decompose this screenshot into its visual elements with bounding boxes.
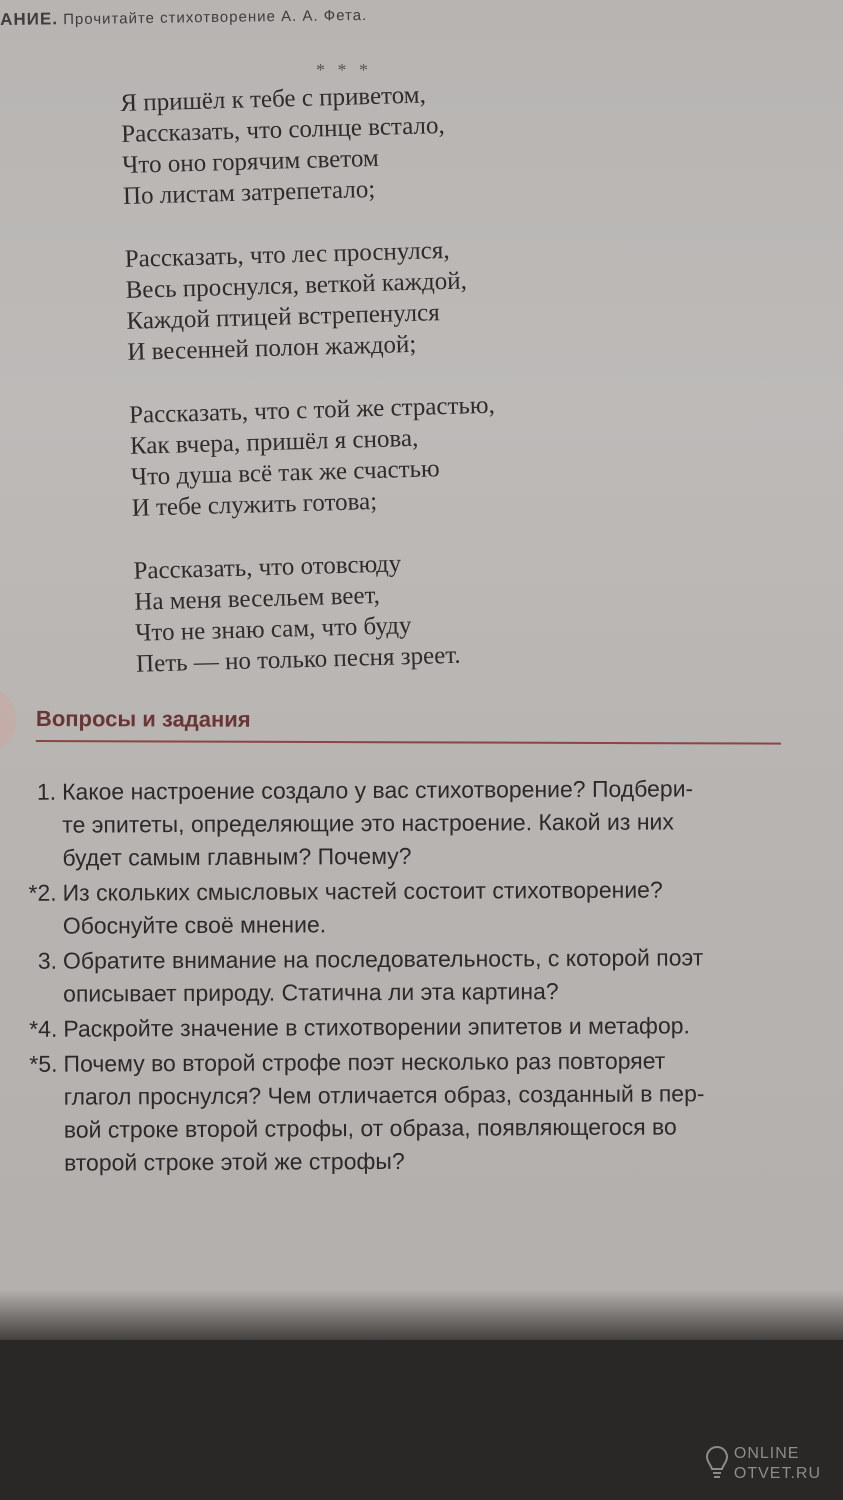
question-number: 3.	[37, 947, 58, 974]
poem-line: И тебе служить готова;	[131, 487, 378, 522]
question-line: Обоснуйте своё мнение.	[62, 911, 327, 939]
question-line: Обратите внимание на последовательность, с которой поэт	[62, 944, 704, 974]
task-header-prefix: АНИЕ.	[0, 9, 59, 29]
question-line: глагол проснулся? Чем отличается образ, созданный в пер-	[63, 1080, 705, 1110]
question-item	[1, 1044, 822, 1180]
poem-stanza	[129, 385, 652, 523]
poem	[120, 73, 657, 711]
page-edge-shadow	[0, 1290, 843, 1340]
poem-stars: * * *	[316, 60, 372, 80]
poem-line: Что душа всё так же счастью	[130, 455, 441, 491]
question-line: описывает природу. Статична ли эта картина?	[63, 978, 559, 1007]
question-line: будет самым главным? Почему?	[62, 842, 412, 871]
poem-line: И весенней полон жаждой;	[127, 330, 417, 366]
poem-line: На меня весельем веет,	[133, 581, 381, 616]
poem-line: Петь — но только песня зреет.	[135, 641, 461, 678]
poem-line: Рассказать, что лес проснулся,	[124, 236, 450, 273]
question-line: второй строке этой же строфы?	[63, 1147, 405, 1176]
lightbulb-icon	[706, 1445, 728, 1483]
question-line: Раскройте значение в стихотворении эпитетов и метафор.	[63, 1012, 690, 1042]
poem-line: Что не знаю сам, что буду	[134, 612, 412, 647]
question-item	[1, 941, 821, 1011]
poem-stanza	[133, 541, 656, 679]
poem-stanza	[120, 73, 643, 211]
question-item	[0, 772, 821, 875]
question-line: вой строке второй строфы, от образа, появляющегося во	[63, 1113, 677, 1143]
question-line: Почему во второй строфе поэт несколько раз повторяет	[63, 1047, 666, 1077]
poem-line: Рассказать, что отовсюду	[133, 550, 402, 585]
question-line: Из скольких смысловых частей состоит стихотворение?	[62, 876, 663, 906]
poem-line: По листам затрепетало;	[122, 175, 376, 210]
task-header	[0, 5, 367, 30]
question-number: *2.	[28, 879, 57, 906]
question-item	[1, 1009, 821, 1046]
section-title: Вопросы и задания	[36, 706, 781, 745]
poem-line: Весь проснулся, веткой каждой,	[125, 267, 468, 304]
watermark-line2: OTVET.RU	[733, 1465, 821, 1482]
poem-line: Рассказать, что с той же страстью,	[128, 391, 496, 429]
task-header-text: Прочитайте стихотворение А. А. Фета.	[63, 6, 368, 29]
poem-stanza	[124, 229, 647, 367]
poem-line: Каждой птицей встрепенулся	[126, 299, 441, 335]
poem-line: Что оно горячим светом	[121, 144, 380, 179]
watermark	[706, 1444, 821, 1484]
watermark-line1: ONLINE	[733, 1445, 800, 1462]
poem-line: Как вчера, пришёл я снова,	[129, 424, 419, 460]
questions-list	[0, 772, 822, 1182]
question-line: те эпитеты, определяющие это настроение. Какой из них	[62, 808, 674, 838]
question-item	[1, 873, 821, 943]
poem-line: Рассказать, что солнце встало,	[120, 111, 446, 148]
question-number: *4.	[29, 1015, 58, 1042]
question-line: Какое настроение создало у вас стихотворение? Подбери-	[62, 775, 694, 805]
poem-line: Я пришёл к тебе с приветом,	[120, 81, 427, 117]
page-margin-mark	[0, 690, 16, 750]
question-number: 1.	[36, 778, 57, 805]
question-number: *5.	[29, 1050, 58, 1077]
